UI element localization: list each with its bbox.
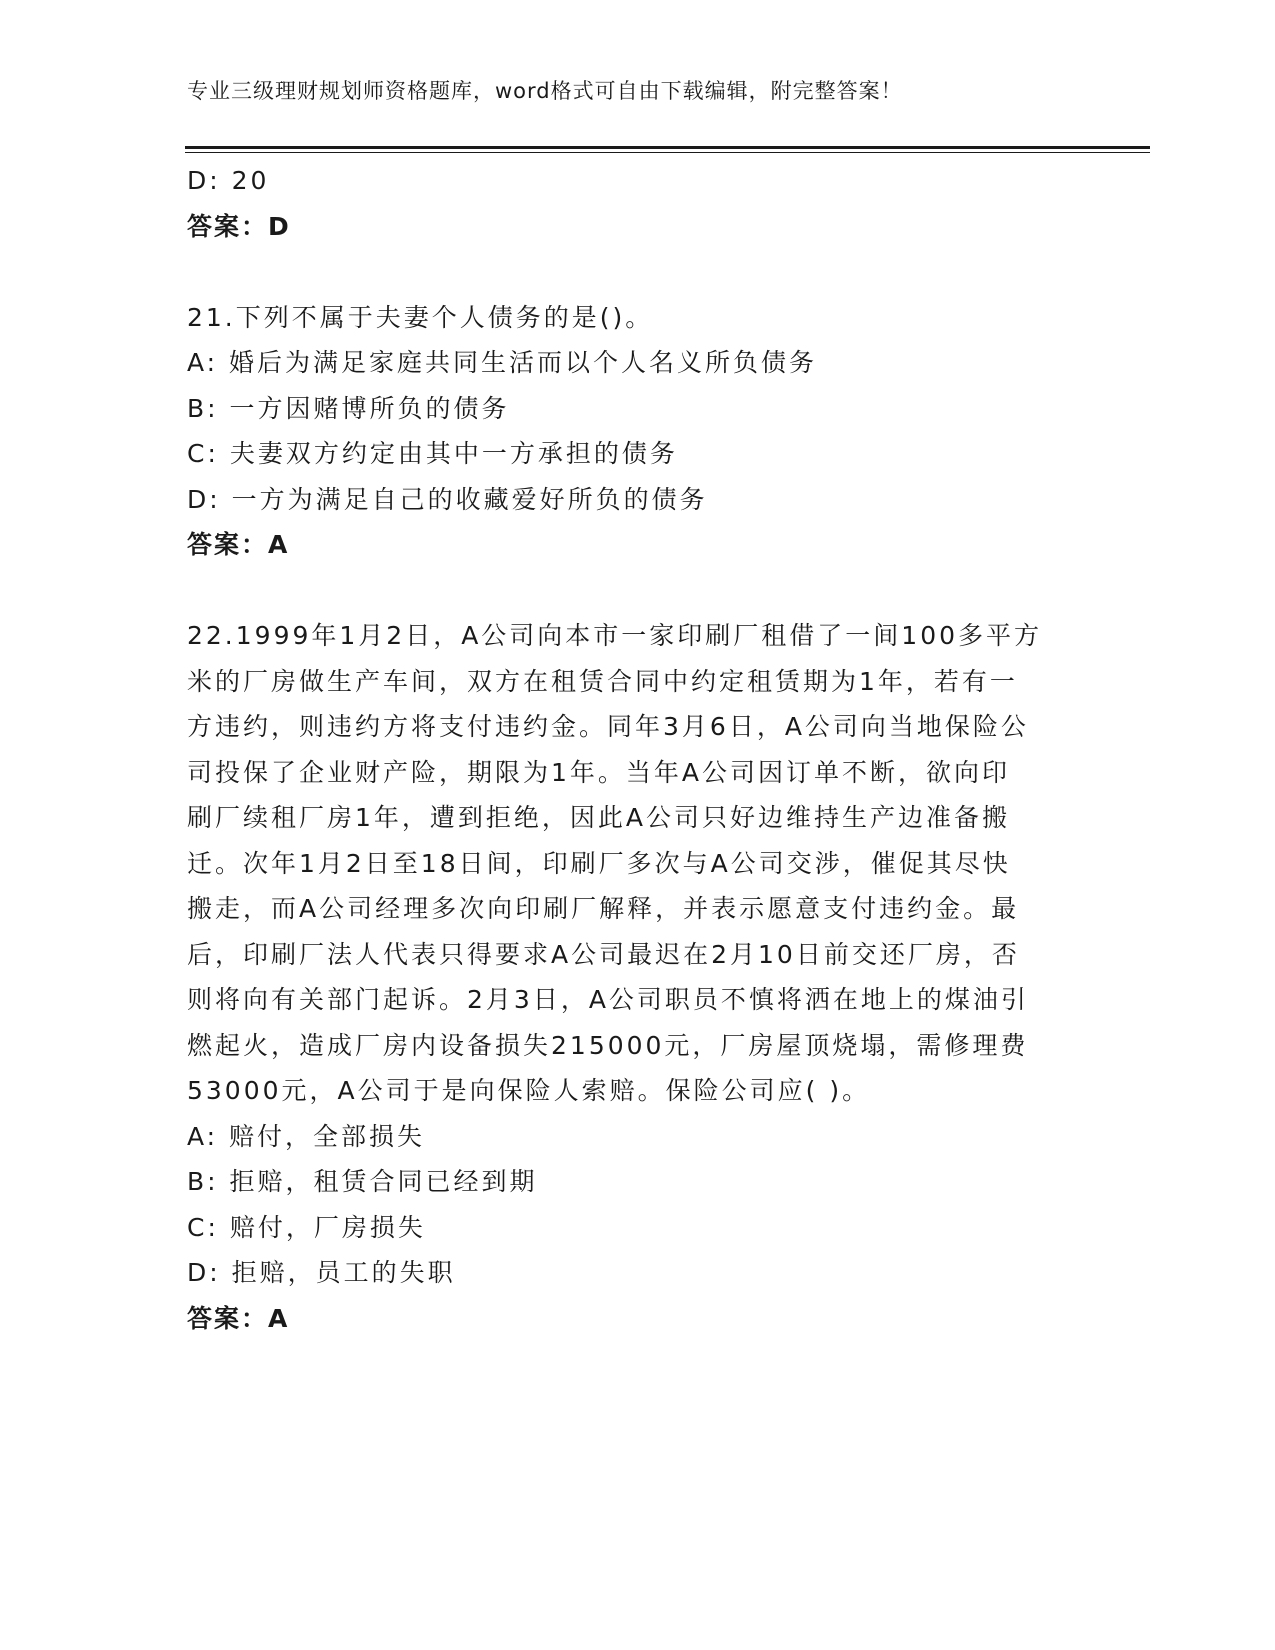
q22-question-line: 搬走，而A公司经理多次向印刷厂解释，并表示愿意支付违约金。最 bbox=[187, 894, 1020, 923]
q21-option-d: D: 一方为满足自己的收藏爱好所负的债务 bbox=[187, 484, 708, 514]
q22-question-line: 22.1999年1月2日，A公司向本市一家印刷厂租借了一间100多平方 bbox=[187, 621, 1043, 650]
q22-question bbox=[187, 613, 1087, 1114]
spacer bbox=[187, 568, 1087, 614]
q22-option-c: C: 赔付，厂房损失 bbox=[187, 1212, 426, 1242]
spacer bbox=[187, 249, 1087, 295]
document-body bbox=[187, 158, 1087, 1341]
q22-question-line: 方违约，则违约方将支付违约金。同年3月6日，A公司向当地保险公 bbox=[187, 712, 1029, 741]
page-header: 专业三级理财规划师资格题库，word格式可自由下载编辑，附完整答案！ bbox=[187, 79, 903, 103]
q22-question-line: 司投保了企业财产险，期限为1年。当年A公司因订单不断，欲向印 bbox=[187, 757, 1011, 787]
q22-question-line: 刷厂续租厂房1年，遭到拒绝，因此A公司只好边维持生产边准备搬 bbox=[187, 803, 1011, 832]
q21-answer: 答案：A bbox=[187, 530, 290, 559]
header-rule-thin bbox=[185, 152, 1150, 153]
q21-option-a: A: 婚后为满足家庭共同生活而以个人名义所负债务 bbox=[187, 348, 818, 377]
q22-question-line: 米的厂房做生产车间，双方在租赁合同中约定租赁期为1年，若有一 bbox=[187, 666, 1018, 696]
q21-option-b: B: 一方因赌博所负的债务 bbox=[187, 393, 510, 423]
q22-question-line: 后，印刷厂法人代表只得要求A公司最迟在2月10日前交还厂房，否 bbox=[187, 939, 1020, 969]
prev-answer: 答案：D bbox=[187, 211, 291, 241]
q21-option-c: C: 夫妻双方约定由其中一方承担的债务 bbox=[187, 439, 678, 468]
q22-question-line: 则将向有关部门起诉。2月3日，A公司职员不慎将洒在地上的煤油引 bbox=[187, 985, 1029, 1014]
q22-question-line: 燃起火，造成厂房内设备损失215000元，厂房屋顶烧塌，需修理费 bbox=[187, 1030, 1029, 1060]
header-rule-thick bbox=[185, 146, 1150, 149]
q22-answer: 答案：A bbox=[187, 1303, 290, 1333]
q22-option-d: D: 拒赔，员工的失职 bbox=[187, 1258, 456, 1287]
prev-option-d: D: 20 bbox=[187, 166, 270, 195]
q22-question-line: 53000元，A公司于是向保险人索赔。保险公司应( )。 bbox=[187, 1076, 871, 1105]
q22-question-line: 迁。次年1月2日至18日间，印刷厂多次与A公司交涉，催促其尽快 bbox=[187, 848, 1011, 878]
q22-option-b: B: 拒赔，租赁合同已经到期 bbox=[187, 1167, 538, 1196]
q21-question: 21.下列不属于夫妻个人债务的是()。 bbox=[187, 302, 654, 332]
q22-option-a: A: 赔付，全部损失 bbox=[187, 1121, 426, 1151]
